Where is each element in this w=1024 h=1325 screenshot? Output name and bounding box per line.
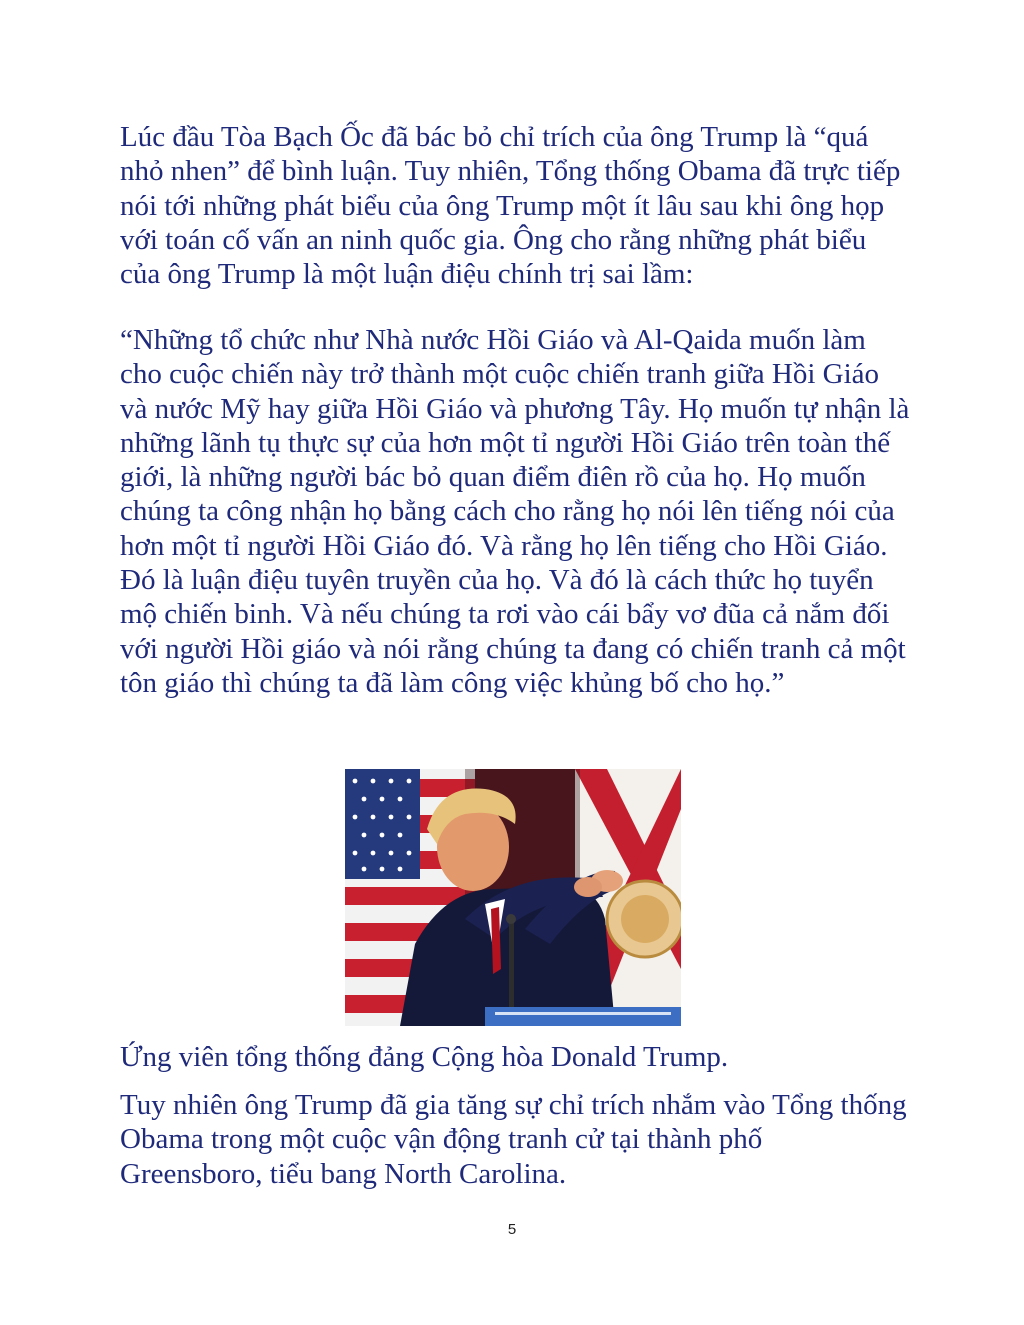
photo-caption: Ứng viên tổng thống đảng Cộng hòa Donald Trump. [120,1041,729,1073]
page-number: 5 [507,1221,517,1238]
obama-quote-paragraph: “Những tổ chức như Nhà nước Hồi Giáo và Al-Qaida muốn làm cho cuộc chiến này trở thành một cuộc chiến tranh giữa Hồi Giáo và nước Mỹ hay giữa Hồi Giáo và phương Tây. Họ muốn tự nhận là những lãnh tụ thực sự của hơn một tỉ người Hồi Giáo trên toàn thế giới, là những người bác bỏ quan điểm điên rồ của họ. Họ muốn chúng ta công nhận họ bằng cách cho rằng họ nói lên tiếng nói của hơn một tỉ người Hồi Giáo đó. Và rằng họ lên tiếng cho Hồi Giáo. Đó là luận điệu tuyên truyền của họ. Và đó là cách thức họ tuyển mộ chiến binh. Và nếu chúng ta rơi vào cái bẩy vơ đũa cả nắm đối với người Hồi giáo và nói rằng chúng ta đang có chiến tranh cả một tôn giáo thì chúng ta đã làm công việc khủng bố cho họ.” [120,324,910,699]
trump-rally-photo [345,769,681,1026]
body-paragraph-closing: Tuy nhiên ông Trump đã gia tăng sự chỉ trích nhắm vào Tổng thống Obama trong một cuộc vận động tranh cử tại thành phố Greensboro, tiểu bang North Carolina. [120,1089,907,1190]
body-paragraph-intro: Lúc đầu Tòa Bạch Ốc đã bác bỏ chỉ trích của ông Trump là “quá nhỏ nhen” để bình luận. Tuy nhiên, Tổng thống Obama đã trực tiếp nói tới những phát biểu của ông Trump một ít lâu sau khi ông họp với toán cố vấn an ninh quốc gia. Ông cho rằng những phát biểu của ông Trump là một luận điệu chính trị sai lầm: [120,121,901,291]
